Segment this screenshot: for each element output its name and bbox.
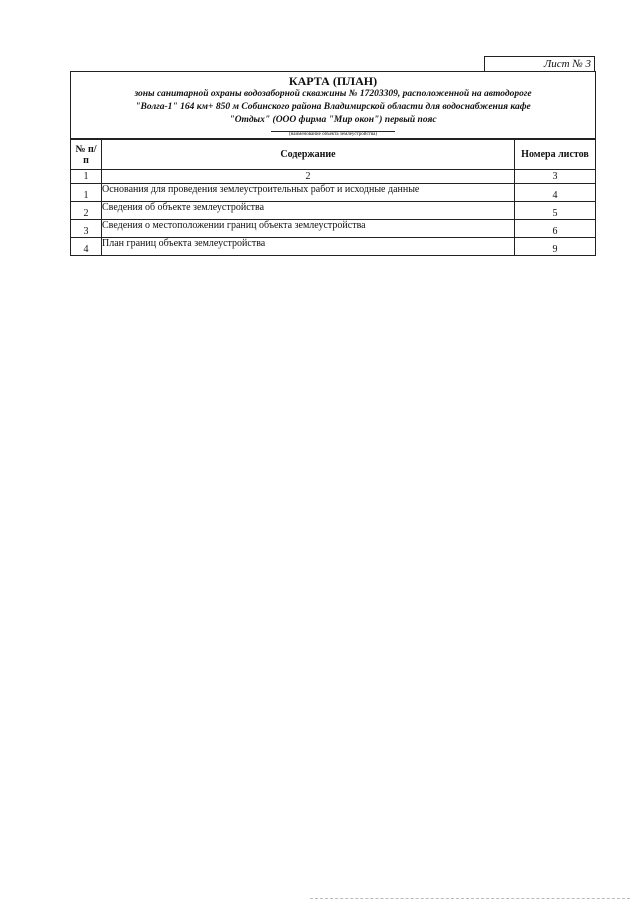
contents-table	[70, 139, 596, 256]
header-pages: Номера листов	[515, 140, 596, 170]
subtitle-line: "Волга-1" 164 км+ 850 м Собинского района Владимирской области для водоснабжения кафе	[135, 102, 531, 112]
document-title: КАРТА (ПЛАН)	[288, 74, 378, 88]
table-header-row	[71, 140, 596, 170]
column-number: 1	[71, 170, 102, 184]
column-number: 2	[102, 170, 515, 184]
sheet-number-label: Лист № 3	[484, 56, 595, 71]
object-name-caption: (наименование объекта землеустройства)	[71, 131, 595, 138]
table-row	[71, 184, 596, 202]
subtitle-line: "Отдых" (ООО фирма "Мир окон") первый пояс	[229, 115, 437, 125]
row-content: Сведения о местоположении границ объекта землеустройства	[102, 220, 515, 238]
column-number-row	[71, 170, 596, 184]
table-row	[71, 202, 596, 220]
row-content: План границ объекта землеустройства	[102, 238, 515, 256]
header-num: № п/п	[71, 140, 102, 170]
document-subtitle	[71, 88, 595, 127]
row-page: 5	[515, 202, 596, 220]
scan-artifact-line	[310, 898, 630, 902]
row-content: Сведения об объекте землеустройства	[102, 202, 515, 220]
document-header	[70, 71, 596, 139]
row-number: 3	[71, 220, 102, 238]
row-number: 1	[71, 184, 102, 202]
row-content: Основания для проведения землеустроительных работ и исходные данные	[102, 184, 515, 202]
row-page: 6	[515, 220, 596, 238]
table-row	[71, 220, 596, 238]
row-page: 9	[515, 238, 596, 256]
header-content: Содержание	[102, 140, 515, 170]
row-page: 4	[515, 184, 596, 202]
column-number: 3	[515, 170, 596, 184]
row-number: 2	[71, 202, 102, 220]
row-number: 4	[71, 238, 102, 256]
table-row	[71, 238, 596, 256]
subtitle-line: зоны санитарной охраны водозаборной скважины № 17203309, расположенной на автодороге	[134, 89, 532, 99]
